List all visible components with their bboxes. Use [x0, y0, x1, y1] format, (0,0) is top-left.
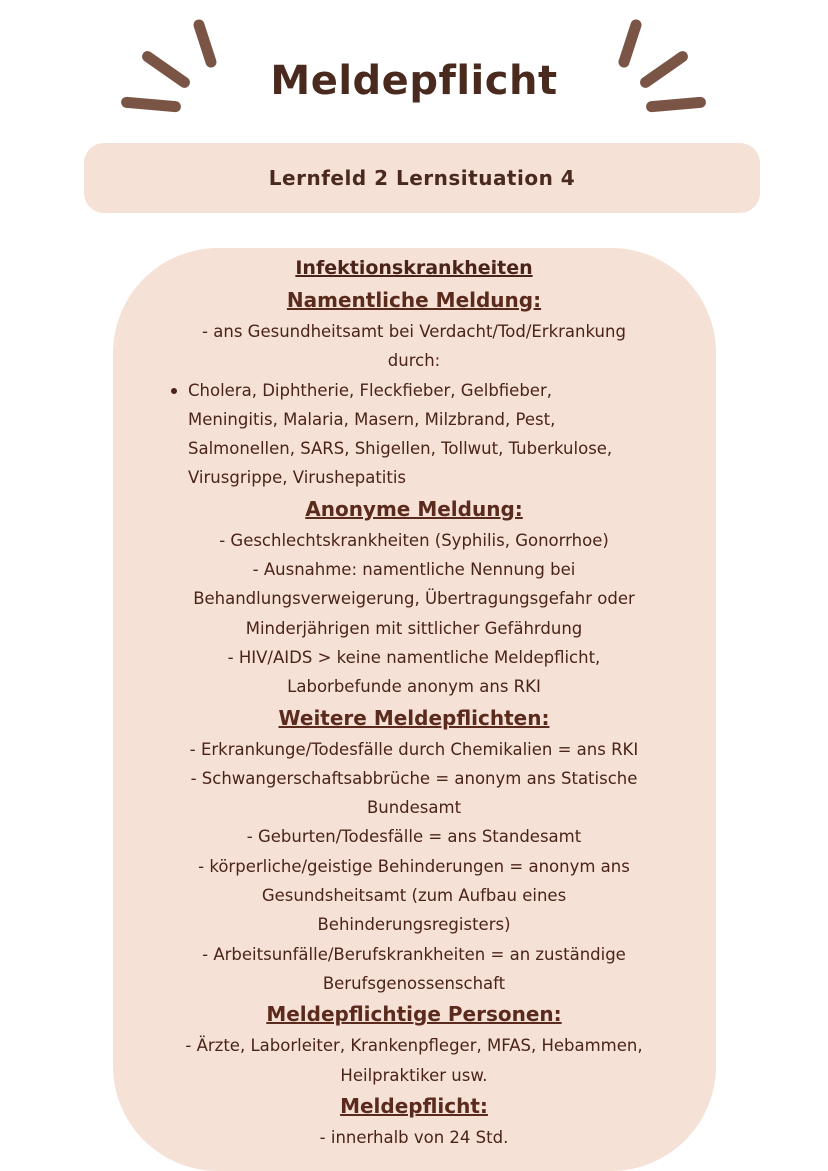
heading-meldepflichtige-personen: Meldepflichtige Personen: [266, 1002, 562, 1027]
text-line: - HIV/AIDS > keine namentliche Meldepflicht, [227, 647, 601, 667]
heading-namentliche-meldung: Namentliche Meldung: [286, 288, 542, 312]
text-line: - Ärzte, Laborleiter, Krankenpfleger, MFAS, Hebammen, [185, 1036, 643, 1056]
text-line: - Arbeitsunfälle/Berufskrankheiten = an zuständige [202, 944, 626, 964]
text-line: Bundesamt [366, 798, 462, 818]
text-line: - körperliche/geistige Behinderungen = anonym ans [198, 856, 630, 876]
text-line: Behandlungsverweigerung, Übertragungsgefahr oder [193, 589, 635, 609]
heading-meldepflicht-frist: Meldepflicht: [340, 1093, 488, 1118]
disease-list [140, 376, 688, 493]
subtitle-banner [84, 143, 760, 213]
heading-weitere-meldepflichten: Weitere Meldepflichten: [278, 705, 550, 730]
heading-anonyme-meldung: Anonyme Meldung: [305, 496, 523, 521]
heading-infektionskrankheiten: Infektionskrankheiten [295, 257, 533, 279]
text-line: Gesundsheitsamt (zum Aufbau eines [261, 886, 567, 906]
text-line: durch: [387, 351, 441, 371]
subtitle-text: Lernfeld 2 Lernsituation 4 [268, 166, 576, 190]
text-line: - Schwangerschaftsabbrüche = anonym ans Statische [190, 768, 638, 788]
text-line: - innerhalb von 24 Std. [319, 1127, 509, 1147]
bullet-icon [171, 388, 177, 394]
text-line: Behinderungsregisters) [317, 915, 511, 935]
text-line: - Geschlechtskrankheiten (Syphilis, Gonorrhoe) [219, 530, 609, 550]
text-line: Berufsgenossenschaft [322, 973, 506, 993]
text-line: - Ausnahme: namentliche Nennung bei [252, 560, 576, 580]
list-item: Salmonellen, SARS, Shigellen, Tollwut, Tuberkulose, [188, 439, 613, 459]
content-body [140, 252, 688, 1152]
text-line: Heilpraktiker usw. [340, 1065, 488, 1085]
text-line: - ans Gesundheitsamt bei Verdacht/Tod/Erkrankung [202, 322, 626, 341]
text-line: - Erkrankunge/Todesfälle durch Chemikalien = ans RKI [189, 739, 639, 759]
list-item: Cholera, Diphtherie, Fleckfieber, Gelbfieber, [188, 380, 552, 400]
list-item: Virusgrippe, Virushepatitis [188, 468, 407, 488]
page-title: Meldepflicht [270, 58, 558, 104]
text-line: - Geburten/Todesfälle = ans Standesamt [246, 827, 582, 847]
text-line: Minderjährigen mit sittlicher Gefährdung [245, 618, 583, 638]
text-line: Laborbefunde anonym ans RKI [287, 677, 541, 697]
list-item: Meningitis, Malaria, Masern, Milzbrand, Pest, [188, 409, 556, 429]
